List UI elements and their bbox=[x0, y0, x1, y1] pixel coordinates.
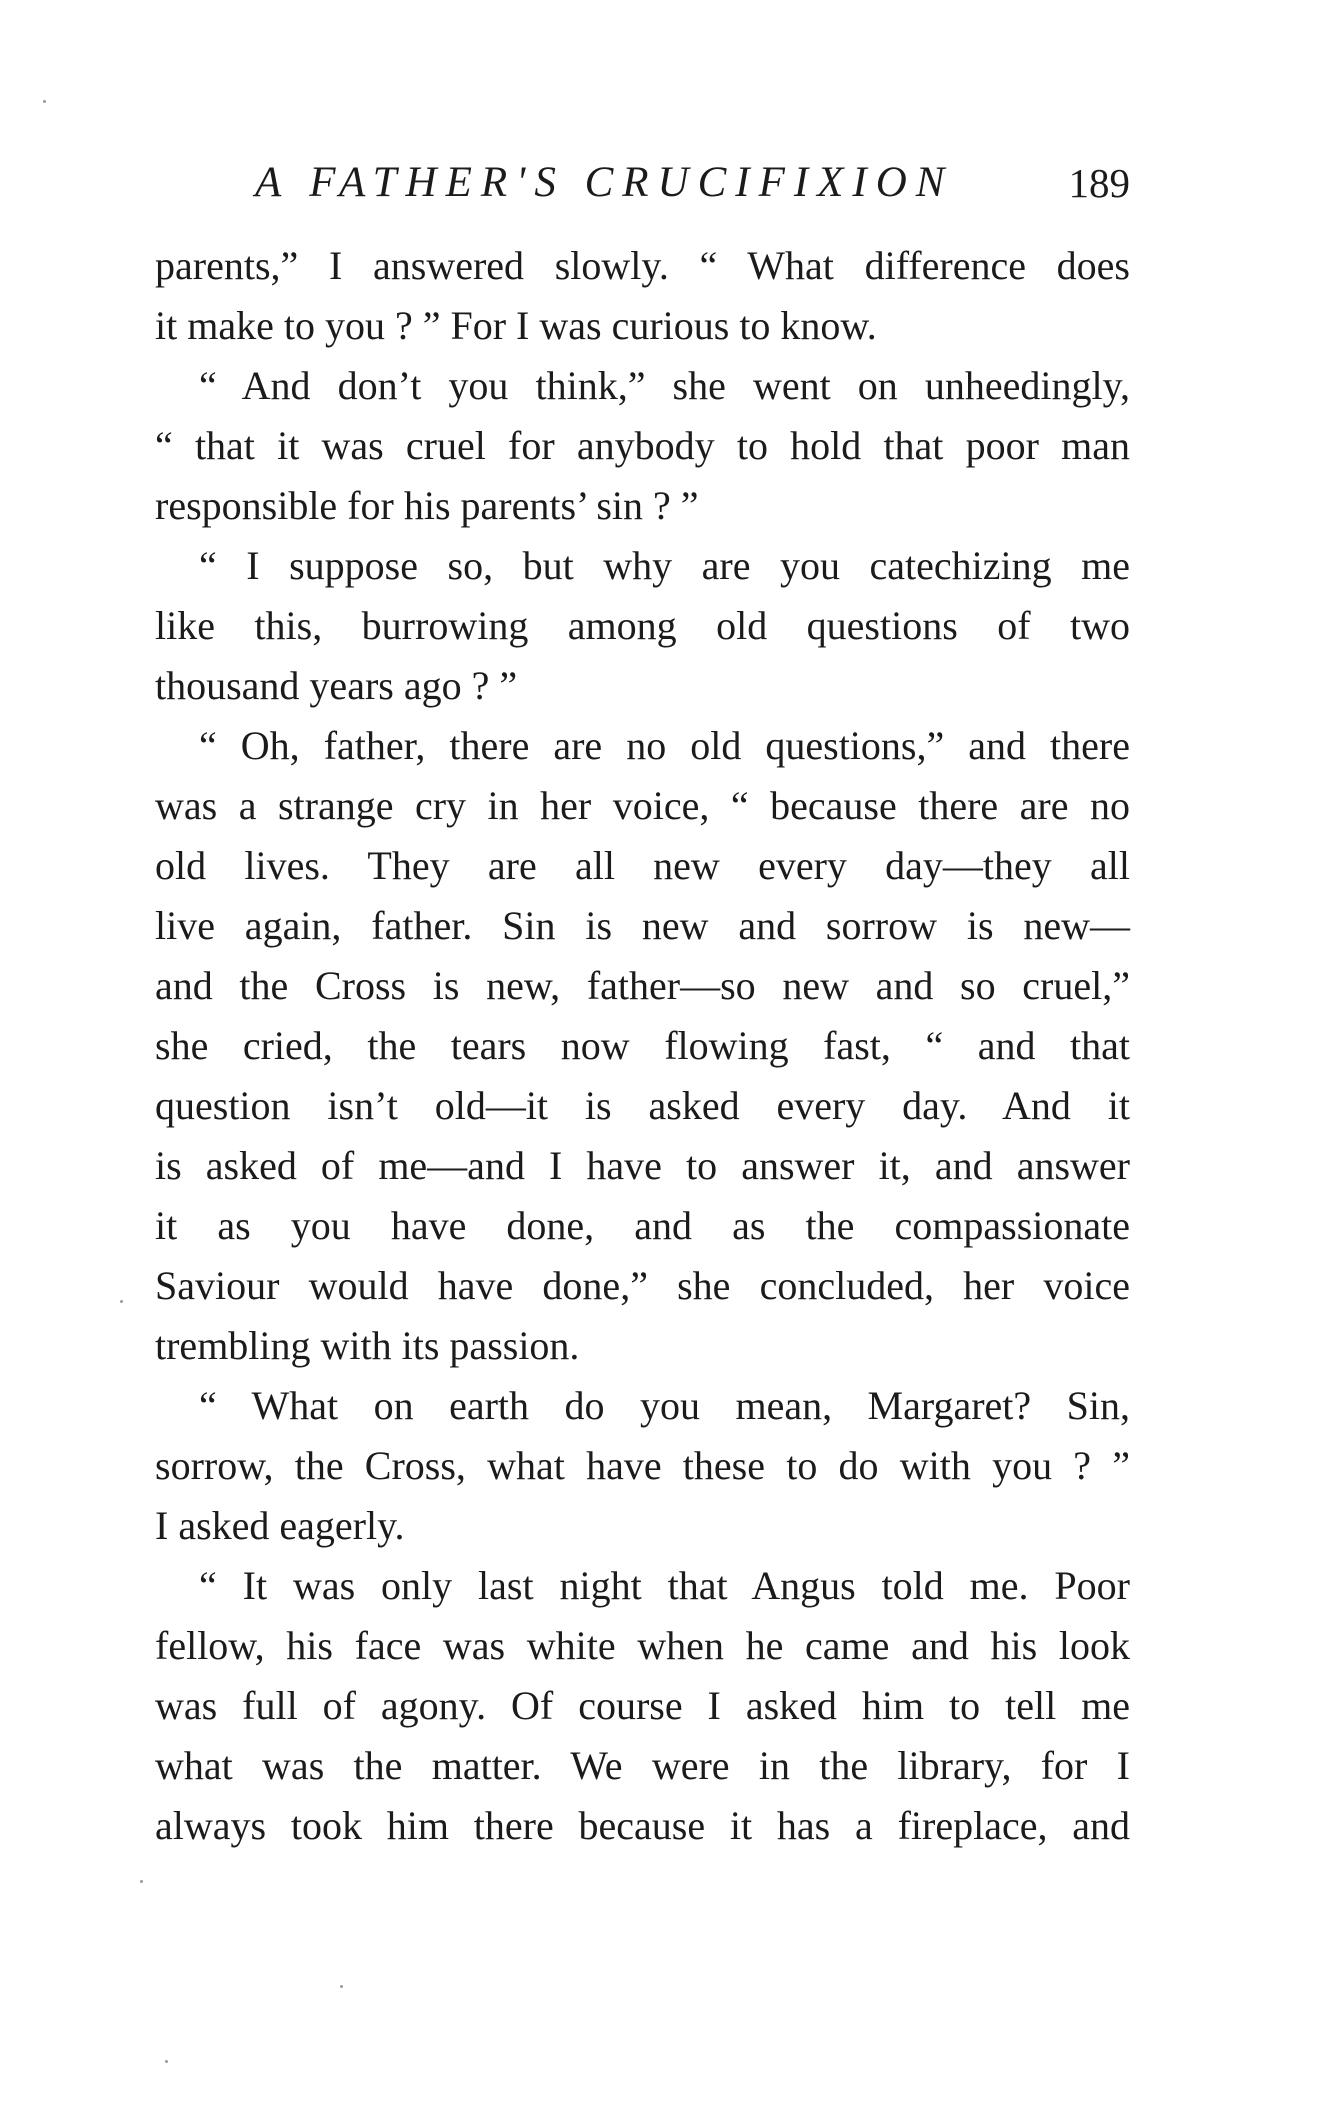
text-line: “ Oh, father, there are no old questions,” and there bbox=[199, 723, 1130, 768]
text-line: “ that it was cruel for anybody to hold that poor man bbox=[155, 423, 1130, 468]
paragraph bbox=[155, 1556, 1130, 1856]
paper-speck bbox=[165, 2060, 168, 2063]
paper-speck bbox=[140, 1880, 143, 1883]
text-line: was a strange cry in her voice, “ because there are no bbox=[155, 783, 1130, 828]
text-line: and the Cross is new, father—so new and so cruel,” bbox=[155, 963, 1130, 1008]
paragraph bbox=[155, 716, 1130, 1376]
paper-speck bbox=[43, 100, 46, 103]
page-number: 189 bbox=[1068, 160, 1130, 206]
text-line: responsible for his parents’ sin ? ” bbox=[155, 483, 699, 528]
paper-speck bbox=[120, 1300, 123, 1303]
text-line: was full of agony. Of course I asked him to tell me bbox=[155, 1683, 1130, 1728]
text-line: trembling with its passion. bbox=[155, 1323, 580, 1368]
text-line: “ What on earth do you mean, Margaret? Sin, bbox=[199, 1383, 1130, 1428]
text-line: is asked of me—and I have to answer it, and answer bbox=[155, 1143, 1130, 1188]
text-line: like this, burrowing among old questions of two bbox=[155, 603, 1130, 648]
text-line: it make to you ? ” For I was curious to know. bbox=[155, 303, 877, 348]
text-line: she cried, the tears now flowing fast, “ and that bbox=[155, 1023, 1130, 1068]
page-header bbox=[155, 148, 1130, 218]
text-line: thousand years ago ? ” bbox=[155, 663, 518, 708]
body-text bbox=[155, 236, 1130, 1856]
paper-speck bbox=[340, 1985, 343, 1988]
text-line: “ And don’t you think,” she went on unheedingly, bbox=[199, 363, 1130, 408]
paragraph bbox=[155, 236, 1130, 356]
text-line: question isn’t old—it is asked every day. And it bbox=[155, 1083, 1130, 1128]
paragraph bbox=[155, 536, 1130, 716]
text-line: always took him there because it has a fireplace, and bbox=[155, 1803, 1130, 1848]
text-line: I asked eagerly. bbox=[155, 1503, 405, 1548]
text-line: Saviour would have done,” she concluded, her voice bbox=[155, 1263, 1130, 1308]
text-line: “ It was only last night that Angus told me. Poor bbox=[199, 1563, 1130, 1608]
paragraph bbox=[155, 356, 1130, 536]
text-line: it as you have done, and as the compassionate bbox=[155, 1203, 1130, 1248]
paragraph bbox=[155, 1376, 1130, 1556]
text-line: live again, father. Sin is new and sorrow is new— bbox=[155, 903, 1130, 948]
text-line: sorrow, the Cross, what have these to do with you ? ” bbox=[155, 1443, 1130, 1488]
text-line: what was the matter. We were in the library, for I bbox=[155, 1743, 1130, 1788]
running-title: A FATHER'S CRUCIFIXION bbox=[255, 159, 954, 206]
text-line: old lives. They are all new every day—they all bbox=[155, 843, 1130, 888]
text-line: parents,” I answered slowly. “ What difference does bbox=[155, 243, 1130, 288]
text-line: fellow, his face was white when he came and his look bbox=[155, 1623, 1130, 1668]
text-line: “ I suppose so, but why are you catechizing me bbox=[199, 543, 1130, 588]
